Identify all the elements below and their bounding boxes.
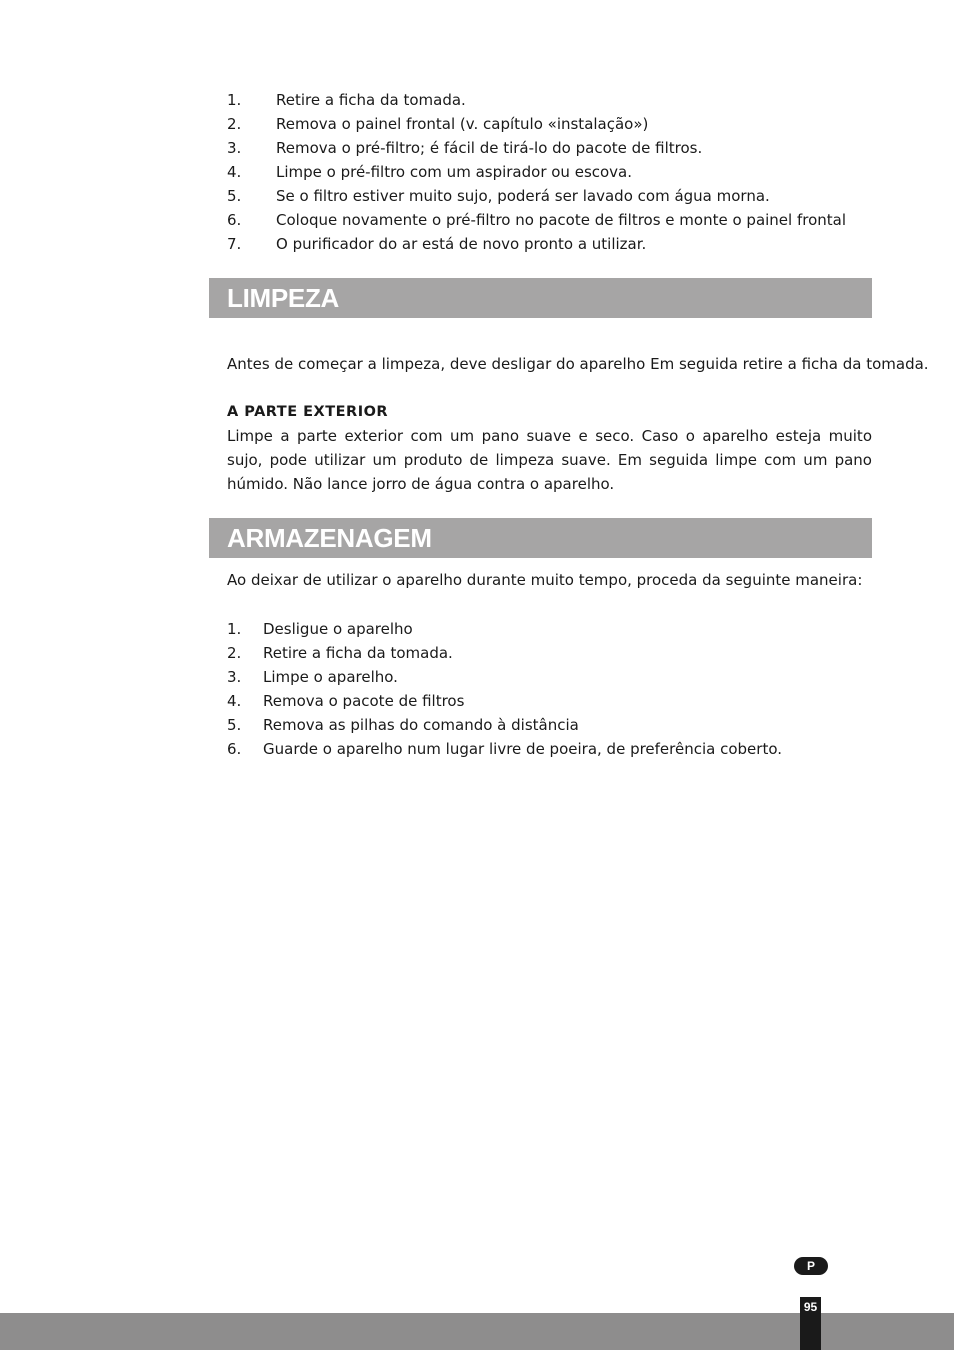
step-text: Remova o painel frontal (v. capítulo «instalação»)	[276, 115, 649, 133]
step-number: 3.	[227, 668, 242, 686]
armazenagem-intro: Ao deixar de utilizar o aparelho durante muito tempo, proceda da seguinte maneira:	[227, 571, 863, 589]
list-item	[227, 232, 846, 256]
step-number: 3.	[227, 139, 242, 157]
step-number: 4.	[227, 163, 242, 181]
subheading-exterior: A PARTE EXTERIOR	[227, 404, 389, 420]
list-item	[227, 641, 782, 665]
step-text: Se o filtro estiver muito sujo, poderá ser lavado com água morna.	[276, 187, 770, 205]
exterior-paragraph: Limpe a parte exterior com um pano suave e seco. Caso o aparelho esteja muito sujo, pode utilizar um produto de limpeza suave. Em seguida limpe com um pano húmido. Não lance jorro de água contra o aparelho.	[227, 427, 872, 493]
limpeza-intro: Antes de começar a limpeza, deve desligar do aparelho Em seguida retire a ficha da tomada.	[227, 355, 929, 373]
step-number: 1.	[227, 91, 242, 109]
list-item	[227, 617, 782, 641]
step-number: 1.	[227, 620, 242, 638]
filter-cleaning-steps	[227, 88, 846, 256]
list-item	[227, 737, 782, 761]
list-item	[227, 112, 846, 136]
list-item	[227, 713, 782, 737]
language-badge: P	[794, 1257, 828, 1275]
step-text: Remova as pilhas do comando à distância	[263, 716, 579, 734]
step-text: Coloque novamente o pré-filtro no pacote de filtros e monte o painel frontal	[276, 211, 847, 229]
step-number: 5.	[227, 187, 242, 205]
step-text: Retire a ficha da tomada.	[263, 644, 453, 662]
step-text: Remova o pacote de filtros	[263, 692, 465, 710]
list-item	[227, 665, 782, 689]
step-text: Limpe o pré-filtro com um aspirador ou escova.	[276, 163, 633, 181]
list-item	[227, 208, 846, 232]
section-title: ARMAZENAGEM	[227, 523, 432, 553]
storage-steps	[227, 617, 782, 761]
step-number: 2.	[227, 115, 242, 133]
list-item	[227, 689, 782, 713]
step-text: O purificador do ar está de novo pronto a utilizar.	[276, 235, 647, 253]
step-text: Guarde o aparelho num lugar livre de poeira, de preferência coberto.	[263, 740, 783, 758]
section-title: LIMPEZA	[227, 283, 340, 313]
list-item	[227, 88, 846, 112]
step-number: 6.	[227, 740, 242, 758]
step-text: Remova o pré-filtro; é fácil de tirá-lo do pacote de filtros.	[276, 139, 703, 157]
step-number: 6.	[227, 211, 242, 229]
step-text: Retire a ficha da tomada.	[276, 91, 466, 109]
list-item	[227, 160, 846, 184]
section-header-limpeza	[209, 278, 872, 318]
step-number: 7.	[227, 235, 242, 253]
list-item	[227, 184, 846, 208]
section-header-armazenagem	[209, 518, 872, 558]
step-text: Desligue o aparelho	[263, 620, 413, 638]
step-number: 4.	[227, 692, 242, 710]
step-number: 5.	[227, 716, 242, 734]
step-text: Limpe o aparelho.	[263, 668, 398, 686]
page-number: 95	[800, 1297, 821, 1350]
step-number: 2.	[227, 644, 242, 662]
list-item	[227, 136, 846, 160]
